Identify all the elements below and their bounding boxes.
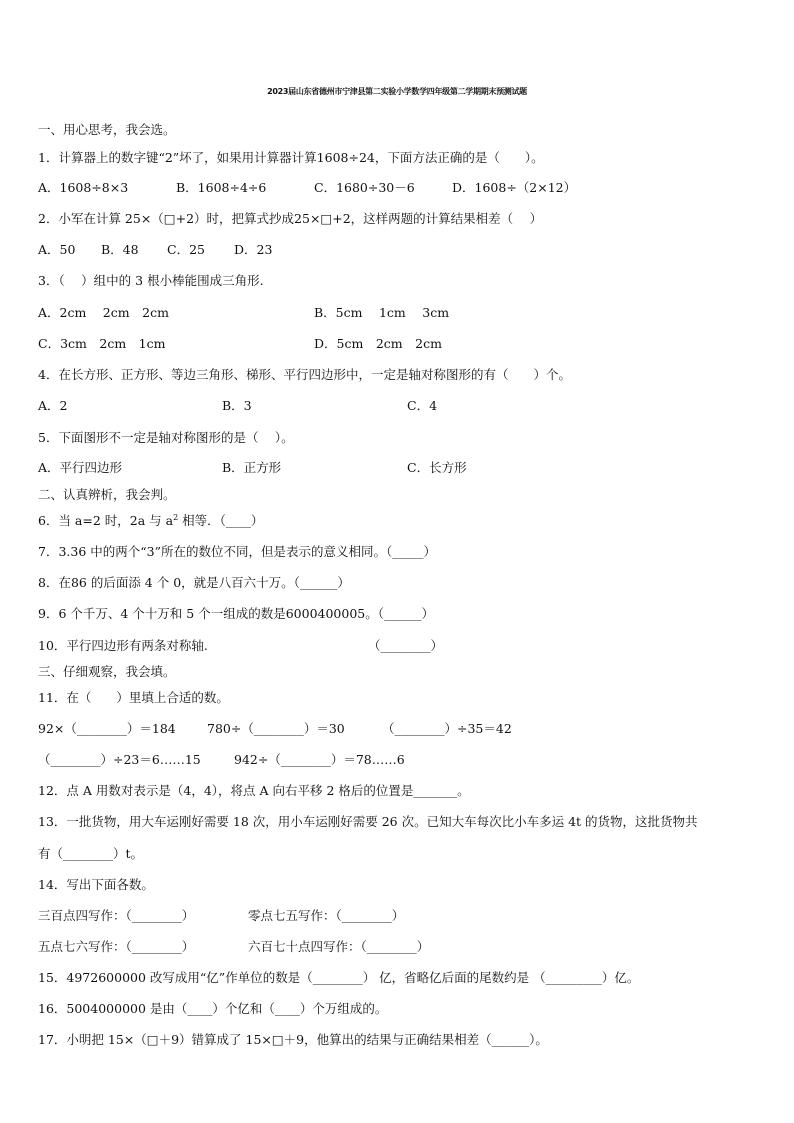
question-1-option-c[interactable]: C．1680÷30－6: [314, 180, 415, 195]
section-1-heading: 一、用心思考，我会选。: [38, 122, 176, 137]
question-1-stem: 1．计算器上的数字键“2”坏了，如果用计算器计算1608÷24，下面方法正确的是（ ）。: [38, 150, 544, 165]
question-12: 12．点 A 用数对表示是（4，4），将点 A 向右平移 2 格后的位置是_______。: [38, 783, 470, 798]
question-5-option-c[interactable]: C．长方形: [407, 460, 467, 475]
question-6: [38, 511, 263, 529]
question-14-item-4[interactable]: 六百七十点四写作：（________）: [248, 939, 430, 954]
question-3-option-c[interactable]: C．3cm 2cm 1cm: [38, 336, 166, 351]
question-10-stem: 10．平行四边形有两条对称轴.: [38, 638, 208, 653]
question-2-option-b[interactable]: B．48: [101, 242, 139, 257]
question-14-item-2[interactable]: 零点七五写作：（________）: [248, 908, 405, 923]
question-14-item-1[interactable]: 三百点四写作：（________）: [38, 908, 195, 923]
question-5-stem: 5．下面图形不一定是轴对称图形的是（ ）。: [38, 430, 294, 445]
question-15: 15．4972600000 改写成用“亿”作单位的数是（________） 亿，省略亿后面的尾数约是 （_________）亿。: [38, 970, 640, 985]
question-3-stem: 3．（ ）组中的 3 根小棒能围成三角形.: [38, 273, 264, 288]
question-8: 8．在86 的后面添 4 个 0，就是八百六十万。（______）: [38, 575, 350, 590]
question-1-option-b[interactable]: B．1608÷4÷6: [176, 180, 267, 195]
question-11-blank-2[interactable]: 780÷（________）＝30: [207, 721, 345, 736]
question-4-option-c[interactable]: C．4: [407, 398, 438, 413]
question-2-option-c[interactable]: C．25: [167, 242, 205, 257]
question-7: 7．3.36 中的两个“3”所在的数位不同，但是表示的意义相同。（_____）: [38, 544, 436, 559]
question-2-option-a[interactable]: A．50: [38, 242, 76, 257]
question-9: 9．6 个千万、4 个十万和 5 个一组成的数是6000400005。（______）: [38, 606, 434, 621]
question-10-blank[interactable]: （________）: [368, 638, 444, 653]
question-1-option-a[interactable]: A．1608÷8×3: [38, 180, 129, 195]
section-2-heading: 二、认真辨析，我会判。: [38, 487, 176, 502]
question-14-stem: 14．写出下面各数。: [38, 877, 154, 892]
page-title: 2023届山东省德州市宁津县第二实验小学数学四年级第二学期期末预测试题: [267, 87, 527, 96]
question-2-stem: 2．小军在计算 25×（□+2）时，把算式抄成25×□+2，这样两题的计算结果相差（ ）: [38, 211, 543, 226]
question-16: 16．5004000000 是由（____）个亿和（____）个万组成的。: [38, 1001, 388, 1016]
question-3-option-b[interactable]: B．5cm 1cm 3cm: [314, 305, 450, 320]
question-11-stem: 11．在（ ）里填上合适的数。: [38, 690, 229, 705]
question-6-exponent: 2: [173, 512, 179, 522]
question-5-option-b[interactable]: B．正方形: [222, 460, 282, 475]
question-6-blank[interactable]: 相等．（____）: [178, 513, 264, 528]
question-4-option-b[interactable]: B．3: [222, 398, 252, 413]
question-3-option-d[interactable]: D．5cm 2cm 2cm: [314, 336, 442, 351]
question-11-blank-3[interactable]: （________）÷35＝42: [382, 721, 512, 736]
question-11-blank-1[interactable]: 92×（________）＝184: [38, 721, 176, 736]
question-6-text: 6．当 a=2 时，2a 与 a: [38, 513, 174, 528]
question-3-option-a[interactable]: A．2cm 2cm 2cm: [38, 305, 169, 320]
question-11-blank-5[interactable]: 942÷（________）＝78……6: [234, 752, 405, 767]
question-4-stem: 4．在长方形、正方形、等边三角形、梯形、平行四边形中，一定是轴对称图形的有（ ）个。: [38, 367, 571, 382]
question-13-line-2: 有（________）t。: [38, 846, 144, 861]
section-3-heading: 三、仔细观察，我会填。: [38, 664, 176, 679]
question-2-option-d[interactable]: D．23: [234, 242, 273, 257]
question-11-blank-4[interactable]: （________）÷23＝6……15: [38, 752, 201, 767]
question-1-option-d[interactable]: D．1608÷（2×12）: [452, 180, 577, 195]
question-17: 17．小明把 15×（□＋9）错算成了 15×□＋9，他算出的结果与正确结果相差（______）。: [38, 1032, 548, 1047]
question-4-option-a[interactable]: A．2: [38, 398, 68, 413]
question-5-option-a[interactable]: A．平行四边形: [38, 460, 123, 475]
question-14-item-3[interactable]: 五点七六写作：（________）: [38, 939, 195, 954]
question-13-line-1: 13．一批货物，用大车运刚好需要 18 次，用小车运刚好需要 26 次。已知大车每次比小车多运 4t 的货物，这批货物共: [38, 814, 698, 829]
